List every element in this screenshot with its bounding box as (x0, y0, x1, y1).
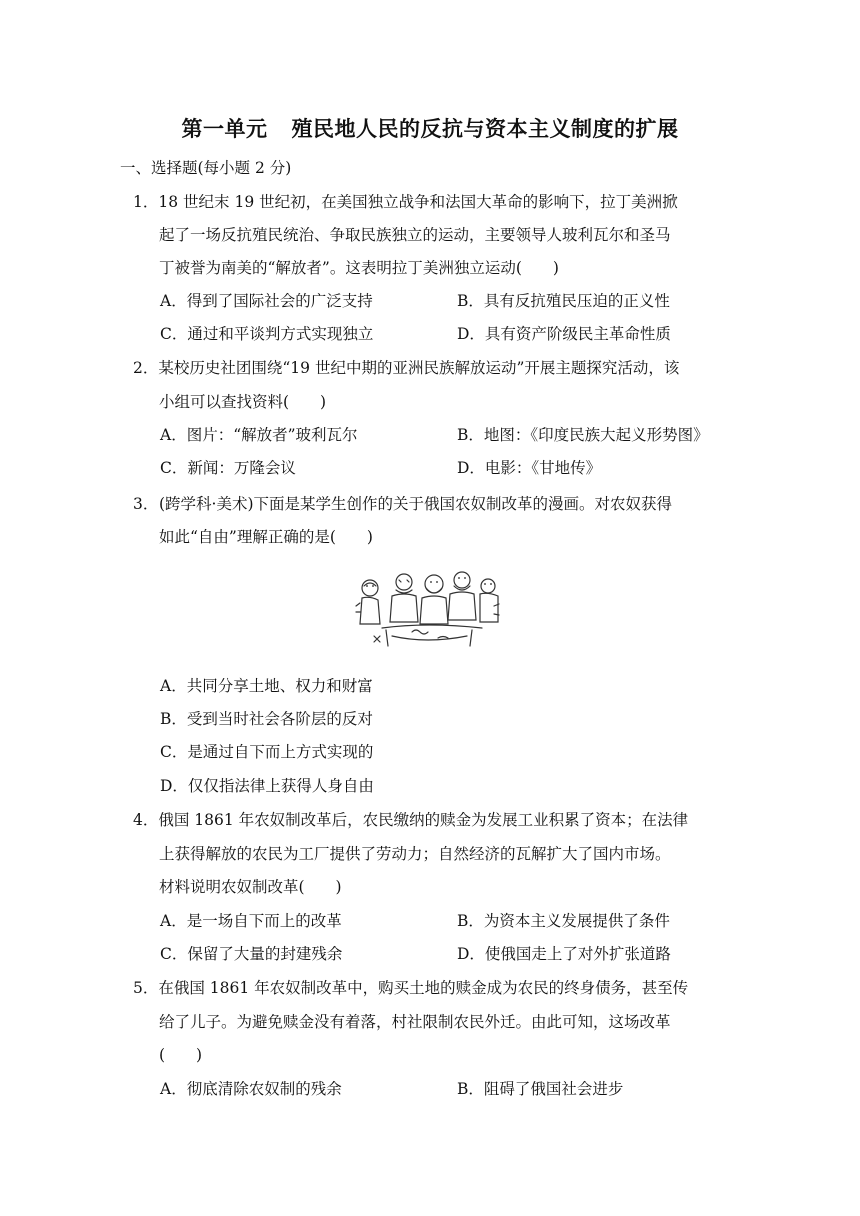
question-3-option-d[interactable]: D．仅仅指法律上获得人身自由 (160, 777, 374, 795)
question-4-option-d[interactable]: D．使俄国走上了对外扩张道路 (457, 945, 671, 963)
question-2-option-d[interactable]: D．电影：《甘地传》 (457, 459, 602, 477)
question-5-option-a[interactable]: A．彻底清除农奴制的残余 (160, 1080, 342, 1098)
title-topic: 殖民地人民的反抗与资本主义制度的扩展 (291, 117, 679, 141)
question-5-line-3: ( ) (159, 1046, 203, 1064)
question-5-line-1: 5．在俄国 1861 年农奴制改革中，购买土地的赎金成为农民的终身债务，甚至传 (133, 979, 689, 997)
question-1-option-a[interactable]: A．得到了国际社会的广泛支持 (160, 292, 373, 310)
question-5-number: 5． (133, 979, 159, 997)
question-2-option-c[interactable]: C．新闻：万隆会议 (160, 459, 296, 477)
question-1-option-b[interactable]: B．具有反抗殖民压迫的正义性 (457, 292, 670, 310)
question-3-option-c[interactable]: C．是通过自下而上方式实现的 (160, 743, 374, 761)
question-3-option-b[interactable]: B．受到当时社会各阶层的反对 (160, 710, 373, 728)
question-1-line-1: 1．18 世纪末 19 世纪初，在美国独立战争和法国大革命的影响下，拉丁美洲掀 (133, 193, 678, 211)
question-3-number: 3． (133, 495, 159, 513)
question-4-option-b[interactable]: B．为资本主义发展提供了条件 (457, 912, 670, 930)
question-1-option-c[interactable]: C．通过和平谈判方式实现独立 (160, 325, 374, 343)
question-1-line-2: 起了一场反抗殖民统治、争取民族独立的运动，主要领导人玻利瓦尔和圣马 (159, 226, 671, 244)
question-2-line-2: 小组可以查找资料( ) (159, 393, 327, 411)
question-4-line-1: 4．俄国 1861 年农奴制改革后，农民缴纳的赎金为发展工业积累了资本；在法律 (133, 811, 689, 829)
question-1-option-d[interactable]: D．具有资产阶级民主革命性质 (457, 325, 671, 343)
section-heading: 一、选择题(每小题 2 分) (120, 159, 292, 177)
question-1-line-3: 丁被誉为南美的“解放者”。这表明拉丁美洲独立运动( ) (159, 259, 559, 277)
question-3-line-1: 3．(跨学科·美术)下面是某学生创作的关于俄国农奴制改革的漫画。对农奴获得 (133, 495, 673, 513)
question-4-option-a[interactable]: A．是一场自下而上的改革 (160, 912, 342, 930)
question-4-number: 4． (133, 811, 159, 829)
question-4-line-2: 上获得解放的农民为工厂提供了劳动力；自然经济的瓦解扩大了国内市场。 (159, 845, 671, 863)
question-2-line-1: 2．某校历史社团围绕“19 世纪中期的亚洲民族解放运动”开展主题探究活动，该 (133, 359, 680, 377)
question-2-option-a[interactable]: A．图片：“解放者”玻利瓦尔 (160, 426, 358, 444)
question-3-option-a[interactable]: A．共同分享土地、权力和财富 (160, 677, 373, 695)
question-4-option-c[interactable]: C．保留了大量的封建残余 (160, 945, 343, 963)
question-1-number: 1． (133, 193, 159, 211)
question-5-line-2: 给了儿子。为避免赎金没有着落，村社限制农民外迁。由此可知，这场改革 (159, 1013, 671, 1031)
serf-reform-cartoon-image (352, 566, 502, 650)
question-2-number: 2． (133, 359, 159, 377)
title-unit: 第一单元 (181, 117, 268, 141)
question-2-option-b[interactable]: B．地图：《印度民族大起义形势图》 (457, 426, 709, 444)
question-5-option-b[interactable]: B．阻碍了俄国社会进步 (457, 1080, 624, 1098)
page-title (0, 113, 860, 143)
question-3-line-2: 如此“自由”理解正确的是( ) (159, 528, 373, 546)
question-4-line-3: 材料说明农奴制改革( ) (159, 878, 342, 896)
